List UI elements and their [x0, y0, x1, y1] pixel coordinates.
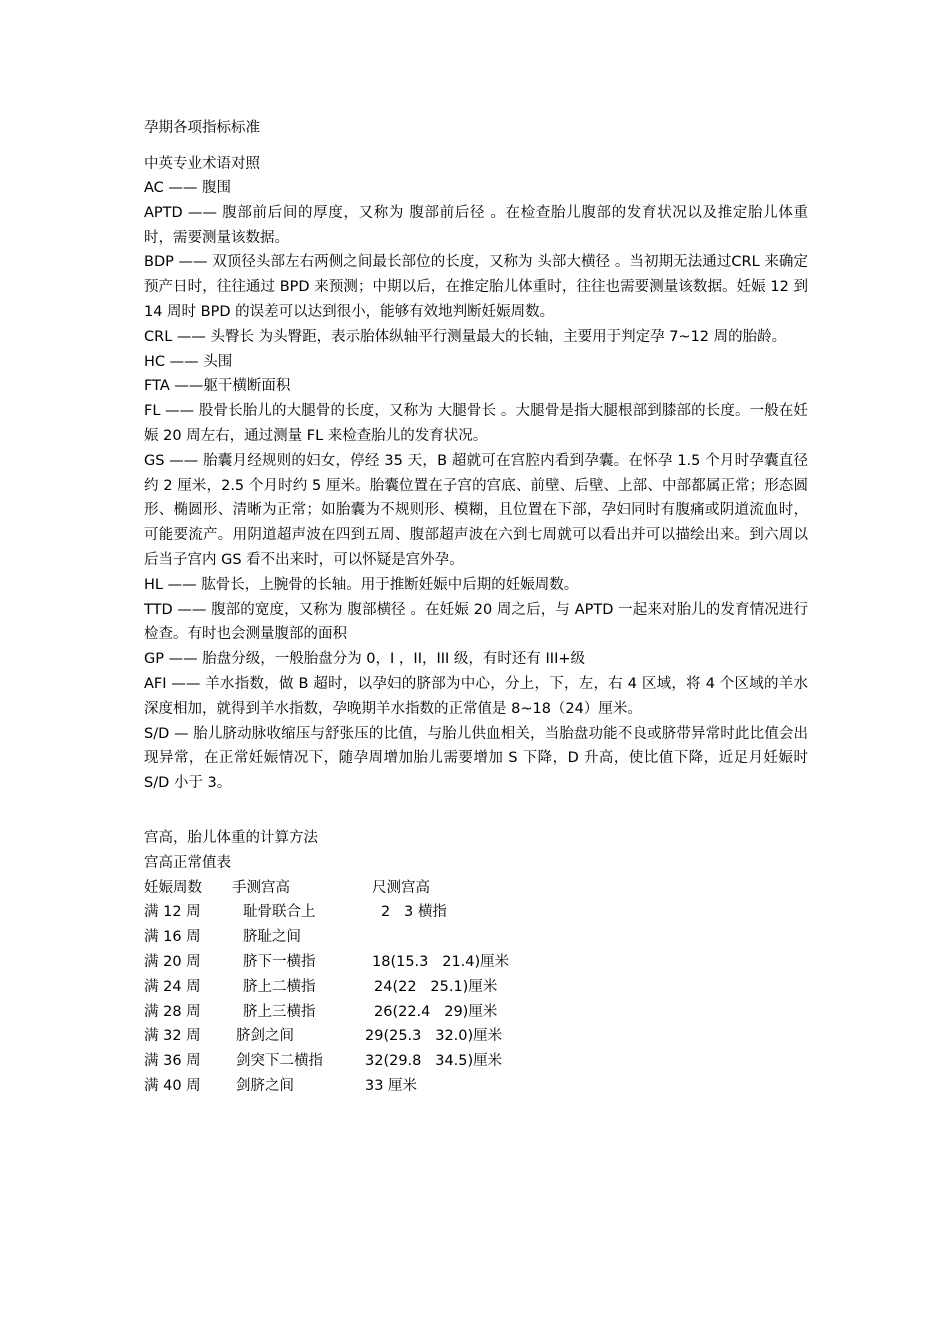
table-row [144, 900, 808, 925]
glossary-item-aptd: APTD —— 腹部前后间的厚度，又称为 腹部前后径 。在检查胎儿腹部的发育状况以及推定胎儿体重时，需要测量该数据。 [144, 204, 808, 246]
column-header-weeks: 妊娠周数 [144, 879, 202, 896]
table-row [144, 1024, 808, 1049]
fundal-heading: 宫高，胎儿体重的计算方法 [144, 829, 318, 846]
glossary-item-afi: AFI —— 羊水指数，做 B 超时，以孕妇的脐部为中心，分上，下，左，右 4 区域，将 4 个区域的羊水深度相加，就得到羊水指数，孕晚期羊水指数的正常值是 8~18（24）厘米。 [144, 675, 808, 717]
document-page [144, 116, 808, 1099]
cell-tape: 18(15.3 21.4)厘米 [372, 953, 510, 970]
glossary-heading: 中英专业术语对照 [144, 156, 260, 172]
cell-weeks: 满 16 周 [144, 929, 201, 946]
cell-weeks: 满 28 周 [144, 1003, 201, 1020]
glossary-item-hl: HL —— 肱骨长，上腕骨的长轴。用于推断妊娠中后期的妊娠周数。 [144, 576, 579, 593]
cell-weeks: 满 32 周 [144, 1028, 201, 1045]
cell-hand: 脐剑之间 [236, 1028, 294, 1045]
glossary-item-gs: GS —— 胎囊月经规则的妇女，停经 35 天，B 超就可在宫腔内看到孕囊。在怀孕 1.5 个月时孕囊直径约 2 厘米，2.5 个月时约 5 厘米。胎囊位置在子宫的宫底、前壁、后壁、上部、中部都属正常；形态圆形、椭圆形、清晰为正常；如胎囊为不规则形、模糊，且位置在下部，孕妇同时有腹痛或阴道流血时，可能要流产。用阴道超声波在四到五周、腹部超声波在六到七周就可以看出并可以描绘出来。到六周以后当子宫内 GS 看不出来时，可以怀疑是宫外孕。 [144, 452, 808, 568]
cell-tape: 29(25.3 32.0)厘米 [365, 1028, 503, 1045]
cell-hand: 耻骨联合上 [243, 904, 316, 921]
glossary-item-ac: AC —— 腹围 [144, 180, 232, 196]
cell-tape: 32(29.8 34.5)厘米 [365, 1053, 503, 1070]
cell-hand: 脐上三横指 [243, 1003, 316, 1020]
glossary-item-crl: CRL —— 头臀长 为头臀距，表示胎体纵轴平行测量最大的长轴，主要用于判定孕 7~12 周的胎龄。 [144, 328, 787, 345]
cell-weeks: 满 20 周 [144, 953, 201, 970]
glossary-item-bdp: BDP —— 双顶径头部左右两侧之间最长部位的长度，又称为 头部大横径 。当初期无法通过CRL 来确定预产日时，往往通过 BPD 来预测；中期以后，在推定胎儿体重时，往往也需要测量该数据。妊娠 12 到 14 周时 BPD 的误差可以达到很小，能够有效地判断妊娠周数。 [144, 254, 808, 320]
cell-hand: 剑脐之间 [236, 1077, 294, 1094]
document-title: 孕期各项指标标准 [144, 120, 260, 136]
cell-hand: 脐下一横指 [243, 953, 316, 970]
table-row [144, 925, 808, 950]
table-row [144, 1074, 808, 1099]
table-row [144, 975, 808, 1000]
glossary-item-sd: S/D — 胎儿脐动脉收缩压与舒张压的比值，与胎儿供血相关，当胎盘功能不良或脐带异常时此比值会出现异常，在正常妊娠情况下，随孕周增加胎儿需要增加 S 下降，D 升高，使比值下降，近足月妊娠时 S/D 小于 3。 [144, 725, 808, 792]
cell-hand: 剑突下二横指 [236, 1053, 323, 1070]
cell-hand: 脐耻之间 [243, 929, 301, 946]
cell-tape: 33 厘米 [365, 1077, 418, 1094]
table-row [144, 1000, 808, 1025]
cell-weeks: 满 12 周 [144, 904, 201, 921]
cell-weeks: 满 24 周 [144, 978, 201, 995]
fundal-table-title: 宫高正常值表 [144, 854, 231, 871]
cell-tape: 24(22 25.1)厘米 [374, 978, 498, 995]
cell-hand: 脐上二横指 [243, 978, 316, 995]
column-header-tape: 尺测宫高 [372, 879, 430, 896]
table-row [144, 950, 808, 975]
glossary-item-gp: GP —— 胎盘分级，一般胎盘分为 0，I ，II，III 级，有时还有 III+级 [144, 651, 585, 668]
glossary-item-fta: FTA ——躯干横断面积 [144, 378, 291, 395]
cell-tape: 2 3 横指 [381, 904, 447, 921]
glossary-item-ttd: TTD —— 腹部的宽度，又称为 腹部横径 。在妊娠 20 周之后，与 APTD 一起来对胎儿的发育情况进行检查。有时也会测量腹部的面积 [144, 601, 808, 643]
cell-weeks: 满 40 周 [144, 1077, 201, 1094]
table-row [144, 1049, 808, 1074]
section-spacer [144, 796, 808, 826]
fundal-table-header [144, 876, 808, 901]
column-header-hand: 手测宫高 [232, 879, 290, 896]
glossary-item-fl: FL —— 股骨长胎儿的大腿骨的长度，又称为 大腿骨长 。大腿骨是指大腿根部到膝部的长度。一般在妊娠 20 周左右，通过测量 FL 来检查胎儿的发育状况。 [144, 403, 808, 444]
fundal-table [144, 876, 808, 1099]
cell-tape: 26(22.4 29)厘米 [374, 1003, 498, 1020]
glossary-item-hc: HC —— 头围 [144, 353, 233, 370]
cell-weeks: 满 36 周 [144, 1053, 201, 1070]
